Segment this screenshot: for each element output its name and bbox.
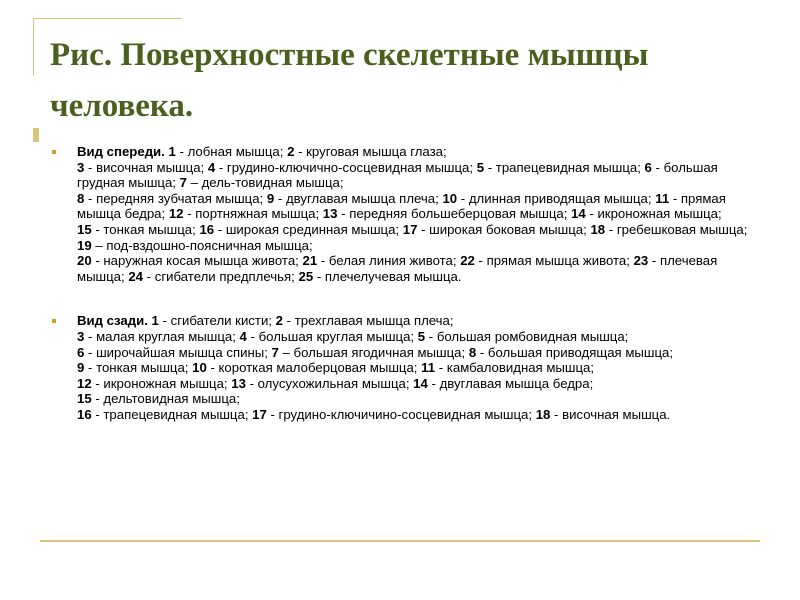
legend-description: - трапецевидная мышца;	[91, 406, 253, 422]
legend-description: - тонкая мышца;	[91, 221, 200, 237]
section-back-view	[52, 313, 752, 422]
legend-number: 8	[77, 190, 85, 206]
legend-number: 10	[442, 190, 458, 206]
legend-line	[77, 253, 717, 284]
legend-number: 2	[275, 313, 283, 329]
legend-description: - большая приводящая мышца;	[476, 344, 674, 360]
legend-description: - белая линия живота;	[317, 253, 461, 269]
legend-number: 3	[77, 328, 85, 344]
legend-description: - олусухожильная мышца;	[245, 375, 414, 391]
section-heading: Вид сзади.	[77, 313, 148, 329]
legend-number: 8	[468, 344, 477, 360]
legend-description: - грудино-ключично-сосцевидная мышца;	[215, 159, 477, 175]
legend-description: - трехглавая мышца плеча;	[282, 313, 454, 329]
legend-description: - большая ромбовидная мышца;	[425, 328, 629, 344]
legend-number: 14	[571, 206, 586, 222]
section-body	[77, 313, 673, 422]
legend-line	[77, 222, 747, 253]
legend-number: 1	[151, 313, 159, 329]
legend-description: - широчайшая мышца спины;	[84, 344, 272, 360]
legend-number: 4	[239, 328, 247, 344]
legend-description: - короткая малоберцовая мышца;	[206, 360, 422, 376]
slide-title: Рис. Поверхностные скелетные мышцы человека.	[50, 37, 649, 124]
legend-number: 22	[460, 253, 475, 269]
legend-number: 12	[77, 375, 92, 391]
legend-line	[77, 376, 593, 391]
legend-number: 13	[231, 375, 246, 391]
legend-number: 13	[322, 206, 338, 222]
legend-line	[152, 313, 454, 328]
bullet-square-icon	[52, 150, 56, 154]
legend-number: 6	[77, 344, 85, 360]
legend-number: 5	[417, 328, 426, 344]
legend-number: 24	[128, 268, 144, 284]
legend-number: 7	[271, 344, 279, 360]
legend-number: 16	[199, 221, 215, 237]
legend-number: 21	[302, 253, 318, 269]
legend-description: - икроножная мышца;	[585, 206, 722, 222]
decorative-frame-top-line	[33, 18, 181, 19]
legend-number: 23	[633, 253, 649, 269]
legend-description: – большая ягодичная мышца;	[278, 344, 469, 360]
decorative-bottom-divider	[40, 540, 760, 542]
legend-line	[77, 160, 718, 191]
legend-number: 6	[644, 159, 652, 175]
legend-number: 7	[179, 175, 187, 191]
legend-number: 5	[476, 159, 485, 175]
legend-description: - височная мышца;	[84, 159, 208, 175]
legend-description: - широкая боковая мышца;	[417, 221, 591, 237]
legend-description: - височная мышца.	[550, 406, 671, 422]
legend-number: 1	[168, 144, 176, 159]
slide-content	[52, 144, 752, 452]
legend-number: 17	[252, 406, 267, 422]
legend-number: 25	[298, 268, 314, 284]
legend-description: - большая грудная мышца;	[77, 159, 718, 191]
legend-number: 15	[77, 221, 92, 237]
legend-number: 11	[655, 190, 670, 206]
bullet-square-icon	[52, 319, 56, 323]
legend-number: 19	[77, 237, 92, 253]
legend-description: - двуглавая мышца бедра;	[427, 375, 594, 391]
legend-description: - круговая мышца глаза;	[294, 144, 447, 159]
legend-description: - сгибатели кисти;	[158, 313, 276, 329]
legend-line	[77, 407, 670, 422]
legend-number: 15	[77, 391, 92, 407]
legend-description: - наружная косая мышца живота;	[91, 253, 303, 269]
legend-description: - лобная мышца;	[175, 144, 288, 159]
legend-number: 3	[77, 159, 85, 175]
legend-description: - дельтовидная мышца;	[91, 391, 240, 407]
legend-number: 16	[77, 406, 92, 422]
legend-description: - грудино-ключичино-сосцевидная мышца;	[266, 406, 536, 422]
legend-description: - плечевая мышца;	[77, 253, 718, 284]
legend-number: 4	[207, 159, 216, 175]
decorative-accent-bar	[33, 128, 39, 142]
legend-number: 11	[421, 360, 436, 376]
legend-line	[77, 191, 726, 222]
legend-description: - тонкая мышца;	[84, 360, 193, 376]
section-body	[77, 144, 747, 284]
legend-number: 2	[287, 144, 295, 159]
legend-description: - малая круглая мышца;	[84, 328, 240, 344]
legend-number: 20	[77, 253, 92, 269]
legend-description: - сгибатели предплечья;	[143, 268, 299, 284]
legend-line	[77, 345, 673, 360]
legend-number: 18	[590, 221, 606, 237]
legend-description: - камбаловидная мышца;	[435, 360, 595, 376]
legend-number: 14	[413, 375, 428, 391]
legend-number: 12	[168, 206, 184, 222]
legend-number: 18	[535, 406, 551, 422]
legend-description: - двуглавая мышца плеча;	[274, 190, 443, 206]
legend-line	[77, 360, 594, 375]
legend-number: 9	[266, 190, 275, 206]
legend-description: - прямая мышца бедра;	[77, 190, 726, 222]
legend-description: - трапецевидная мышца;	[484, 159, 645, 175]
legend-description: - прямая мышца живота;	[474, 253, 634, 269]
legend-description: - большая круглая мышца;	[246, 328, 418, 344]
legend-description: - гребешковая мышца;	[605, 221, 748, 237]
legend-description: - передняя большеберцовая мышца;	[337, 206, 572, 222]
section-heading: Вид спереди.	[77, 144, 165, 159]
legend-description: - длинная приводящая мышца;	[457, 190, 656, 206]
legend-number: 17	[402, 221, 418, 237]
legend-line	[77, 329, 628, 344]
legend-line	[77, 391, 240, 406]
legend-number: 10	[192, 360, 207, 376]
legend-description: - икроножная мышца;	[91, 375, 232, 391]
legend-description: - плечелучевая мышца.	[313, 268, 462, 284]
legend-description: - передняя зубчатая мышца;	[84, 190, 267, 206]
section-front-view	[52, 144, 752, 284]
legend-description: – дель-товидная мышца;	[186, 175, 344, 191]
legend-description: – под-вздошно-поясничная мышца;	[91, 237, 313, 253]
legend-description: - широкая срединная мышца;	[214, 221, 403, 237]
legend-number: 9	[77, 360, 85, 376]
decorative-frame-left-line	[33, 18, 34, 76]
legend-line	[169, 144, 447, 159]
legend-description: - портняжная мышца;	[183, 206, 323, 222]
